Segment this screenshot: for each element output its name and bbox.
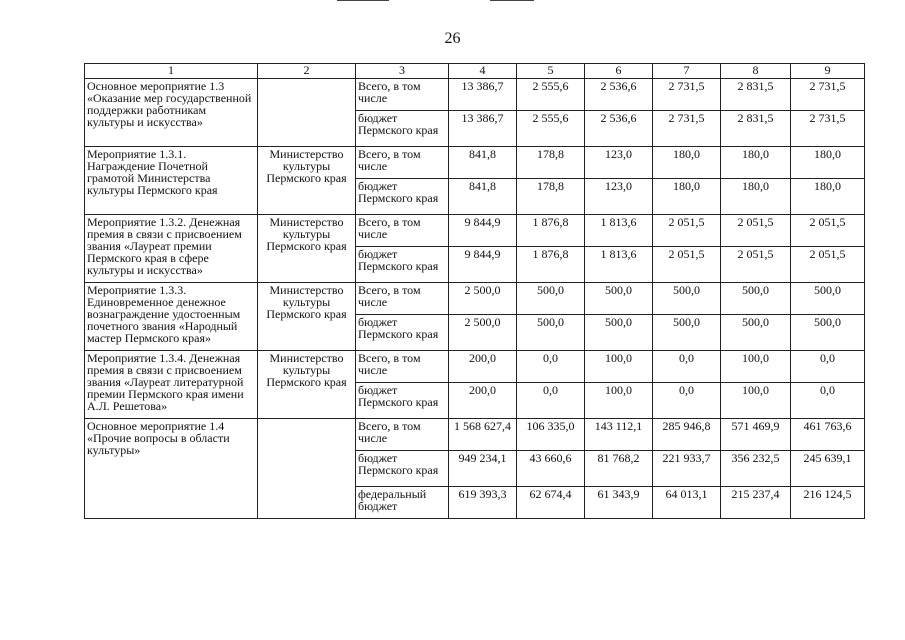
funding-source: бюджет Пермского края xyxy=(356,111,449,147)
budget-table xyxy=(84,63,865,519)
executor-name: Министерство культуры Пермского края xyxy=(258,351,356,419)
amount-cell: 2 051,5 xyxy=(721,215,791,247)
amount-cell: 356 232,5 xyxy=(721,451,791,487)
amount-cell: 64 013,1 xyxy=(653,487,721,519)
executor-name: Министерство культуры Пермского края xyxy=(258,215,356,283)
amount-cell: 2 051,5 xyxy=(721,247,791,283)
amount-cell: 841,8 xyxy=(449,179,517,215)
table-row xyxy=(85,351,865,383)
amount-cell: 2 731,5 xyxy=(791,79,865,111)
column-number-1: 1 xyxy=(85,64,258,79)
amount-cell: 100,0 xyxy=(721,351,791,383)
amount-cell: 2 051,5 xyxy=(791,247,865,283)
amount-cell: 123,0 xyxy=(585,147,653,179)
amount-cell: 221 933,7 xyxy=(653,451,721,487)
amount-cell: 461 763,6 xyxy=(791,419,865,451)
amount-cell: 2 051,5 xyxy=(653,215,721,247)
measure-name: Мероприятие 1.3.3. Единовременное денежное вознаграждение удостоенным почетного звания «Народный мастер Пермского края» xyxy=(85,283,258,351)
amount-cell: 180,0 xyxy=(653,147,721,179)
funding-source: Всего, в том числе xyxy=(356,79,449,111)
amount-cell: 200,0 xyxy=(449,383,517,419)
executor-name: Министерство культуры Пермского края xyxy=(258,283,356,351)
amount-cell: 106 335,0 xyxy=(517,419,585,451)
column-number-4: 4 xyxy=(449,64,517,79)
executor-name xyxy=(258,79,356,147)
amount-cell: 2 500,0 xyxy=(449,283,517,315)
amount-cell: 2 051,5 xyxy=(653,247,721,283)
amount-cell: 143 112,1 xyxy=(585,419,653,451)
amount-cell: 178,8 xyxy=(517,179,585,215)
amount-cell: 100,0 xyxy=(585,383,653,419)
amount-cell: 500,0 xyxy=(721,283,791,315)
header-rule-right xyxy=(490,0,534,1)
amount-cell: 180,0 xyxy=(791,179,865,215)
amount-cell: 1 813,6 xyxy=(585,247,653,283)
amount-cell: 81 768,2 xyxy=(585,451,653,487)
amount-cell: 500,0 xyxy=(585,315,653,351)
table-row xyxy=(85,79,865,111)
amount-cell: 2 831,5 xyxy=(721,111,791,147)
measure-name: Основное мероприятие 1.3 «Оказание мер государственной поддержки работникам культуры и искусства» xyxy=(85,79,258,147)
amount-cell: 500,0 xyxy=(517,283,585,315)
amount-cell: 500,0 xyxy=(653,283,721,315)
column-number-5: 5 xyxy=(517,64,585,79)
funding-source: бюджет Пермского края xyxy=(356,315,449,351)
measure-name: Мероприятие 1.3.2. Денежная премия в связи с присвоением звания «Лауреат премии Пермского края в сфере культуры и искусства» xyxy=(85,215,258,283)
column-number-9: 9 xyxy=(791,64,865,79)
amount-cell: 180,0 xyxy=(653,179,721,215)
executor-name: Министерство культуры Пермского края xyxy=(258,147,356,215)
funding-source: Всего, в том числе xyxy=(356,283,449,315)
amount-cell: 500,0 xyxy=(585,283,653,315)
amount-cell: 2 500,0 xyxy=(449,315,517,351)
table-row xyxy=(85,283,865,315)
amount-cell: 2 831,5 xyxy=(721,79,791,111)
column-number-row xyxy=(85,64,865,79)
amount-cell: 285 946,8 xyxy=(653,419,721,451)
amount-cell: 245 639,1 xyxy=(791,451,865,487)
amount-cell: 1 876,8 xyxy=(517,247,585,283)
amount-cell: 0,0 xyxy=(517,383,585,419)
amount-cell: 500,0 xyxy=(517,315,585,351)
amount-cell: 200,0 xyxy=(449,351,517,383)
funding-source: бюджет Пермского края xyxy=(356,247,449,283)
amount-cell: 43 660,6 xyxy=(517,451,585,487)
amount-cell: 2 051,5 xyxy=(791,215,865,247)
amount-cell: 0,0 xyxy=(517,351,585,383)
column-number-3: 3 xyxy=(356,64,449,79)
amount-cell: 216 124,5 xyxy=(791,487,865,519)
amount-cell: 2 555,6 xyxy=(517,111,585,147)
column-number-6: 6 xyxy=(585,64,653,79)
header-rule-left xyxy=(337,0,389,1)
amount-cell: 61 343,9 xyxy=(585,487,653,519)
funding-source: Всего, в том числе xyxy=(356,419,449,451)
amount-cell: 500,0 xyxy=(791,283,865,315)
amount-cell: 949 234,1 xyxy=(449,451,517,487)
amount-cell: 500,0 xyxy=(721,315,791,351)
amount-cell: 9 844,9 xyxy=(449,215,517,247)
amount-cell: 0,0 xyxy=(791,351,865,383)
amount-cell: 180,0 xyxy=(721,147,791,179)
measure-name: Основное мероприятие 1.4 «Прочие вопросы в области культуры» xyxy=(85,419,258,519)
column-number-2: 2 xyxy=(258,64,356,79)
funding-source: Всего, в том числе xyxy=(356,147,449,179)
amount-cell: 1 813,6 xyxy=(585,215,653,247)
amount-cell: 0,0 xyxy=(653,351,721,383)
amount-cell: 13 386,7 xyxy=(449,111,517,147)
funding-source: Всего, в том числе xyxy=(356,351,449,383)
measure-name: Мероприятие 1.3.4. Денежная премия в связи с присвоением звания «Лауреат литературной премии Пермского края имени А.Л. Решетова» xyxy=(85,351,258,419)
amount-cell: 2 731,5 xyxy=(791,111,865,147)
amount-cell: 62 674,4 xyxy=(517,487,585,519)
amount-cell: 1 568 627,4 xyxy=(449,419,517,451)
amount-cell: 500,0 xyxy=(653,315,721,351)
table-row xyxy=(85,215,865,247)
amount-cell: 13 386,7 xyxy=(449,79,517,111)
table-row xyxy=(85,419,865,451)
funding-source: федеральный бюджет xyxy=(356,487,449,519)
page-number: 26 xyxy=(444,30,461,47)
funding-source: Всего, в том числе xyxy=(356,215,449,247)
amount-cell: 841,8 xyxy=(449,147,517,179)
column-number-8: 8 xyxy=(721,64,791,79)
amount-cell: 9 844,9 xyxy=(449,247,517,283)
amount-cell: 100,0 xyxy=(721,383,791,419)
amount-cell: 0,0 xyxy=(791,383,865,419)
amount-cell: 619 393,3 xyxy=(449,487,517,519)
amount-cell: 2 731,5 xyxy=(653,79,721,111)
column-number-7: 7 xyxy=(653,64,721,79)
executor-name xyxy=(258,419,356,519)
amount-cell: 178,8 xyxy=(517,147,585,179)
amount-cell: 180,0 xyxy=(791,147,865,179)
amount-cell: 123,0 xyxy=(585,179,653,215)
amount-cell: 2 555,6 xyxy=(517,79,585,111)
amount-cell: 2 536,6 xyxy=(585,111,653,147)
amount-cell: 500,0 xyxy=(791,315,865,351)
funding-source: бюджет Пермского края xyxy=(356,383,449,419)
measure-name: Мероприятие 1.3.1. Награждение Почетной грамотой Министерства культуры Пермского края xyxy=(85,147,258,215)
amount-cell: 215 237,4 xyxy=(721,487,791,519)
amount-cell: 1 876,8 xyxy=(517,215,585,247)
amount-cell: 0,0 xyxy=(653,383,721,419)
amount-cell: 2 731,5 xyxy=(653,111,721,147)
amount-cell: 571 469,9 xyxy=(721,419,791,451)
amount-cell: 100,0 xyxy=(585,351,653,383)
amount-cell: 2 536,6 xyxy=(585,79,653,111)
table-row xyxy=(85,147,865,179)
amount-cell: 180,0 xyxy=(721,179,791,215)
funding-source: бюджет Пермского края xyxy=(356,451,449,487)
funding-source: бюджет Пермского края xyxy=(356,179,449,215)
